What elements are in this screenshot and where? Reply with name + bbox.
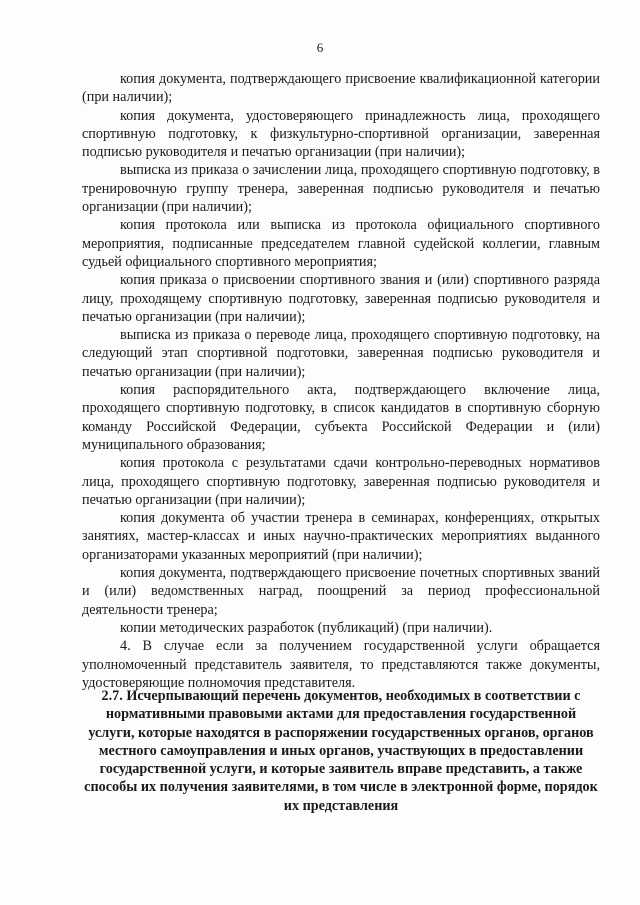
section-heading-2-7: 2.7. Исчерпывающий перечень документов, необходимых в соответствии с нормативными правовыми актами для предоставления государственной услуги, которые находятся в распоряжении государственных органов, органов местного самоуправления и иных органов, участвующих в предоставлении государственной услуги, и которые заявитель вправе представить, а также способы их получения заявителями, в том числе в электронной форме, порядок их представления: [84, 688, 598, 814]
list-item-transfer-order: выписка из приказа о переводе лица, проходящего спортивную подготовку, на следующий этап спортивной подготовки, заверенная подписью руководителя и печатью организации (при наличии);: [82, 327, 600, 380]
list-item-standards-protocol: копия протокола с результатами сдачи контрольно-переводных нормативов лица, проходящего спортивную подготовку, заверенная подписью руководителя и печатью организации (при наличии);: [82, 455, 600, 508]
document-body: [82, 70, 600, 692]
list-item-competition-protocol: копия протокола или выписка из протокола официального спортивного мероприятия, подписанные председателем главной судейской коллегии, главным судьей официального спортивного мероприятия;: [82, 217, 600, 270]
list-item-enrollment-order: выписка из приказа о зачислении лица, проходящего спортивную подготовку, в тренировочную группу тренера, заверенная подписью руководителя и печатью организации (при наличии);: [82, 162, 600, 216]
list-item-honorary-titles: копия документа, подтверждающего присвоение почетных спортивных званий и (или) ведомственных наград, поощрений за период профессиональной деятельности тренера;: [82, 565, 600, 618]
list-item-sports-rank-order: копия приказа о присвоении спортивного звания и (или) спортивного разряда лицу, проходящему спортивную подготовку, заверенная подписью руководителя и печатью организации (при наличии);: [82, 272, 600, 325]
page-number: 6: [316, 40, 324, 55]
list-item-methodical-publications: копии методических разработок (публикаций) (при наличии).: [120, 619, 493, 636]
list-item-seminar-participation: копия документа об участии тренера в семинарах, конференциях, открытых занятиях, мастер-классах и иных научно-практических мероприятиях выданного организаторами указанных мероприятий (при наличии);: [82, 510, 600, 563]
list-item-qualification-category: копия документа, подтверждающего присвоение квалификационной категории (при наличии);: [82, 71, 600, 106]
clause-4-representative: 4. В случае если за получением государственной услуги обращается уполномоченный представитель заявителя, то представляются также документы, удостоверяющие полномочия представителя.: [82, 638, 600, 691]
list-item-national-team-act: копия распорядительного акта, подтверждающего включение лица, проходящего спортивную подготовку, в список кандидатов в спортивную сборную команду Российской Федерации, субъекта Российской Федерации и (или) муниципального образования;: [82, 382, 600, 453]
list-item-organization-membership: копия документа, удостоверяющего принадлежность лица, проходящего спортивную подготовку, к физкультурно-спортивной организации, заверенная подписью руководителя и печатью организации (при наличии);: [82, 107, 600, 161]
